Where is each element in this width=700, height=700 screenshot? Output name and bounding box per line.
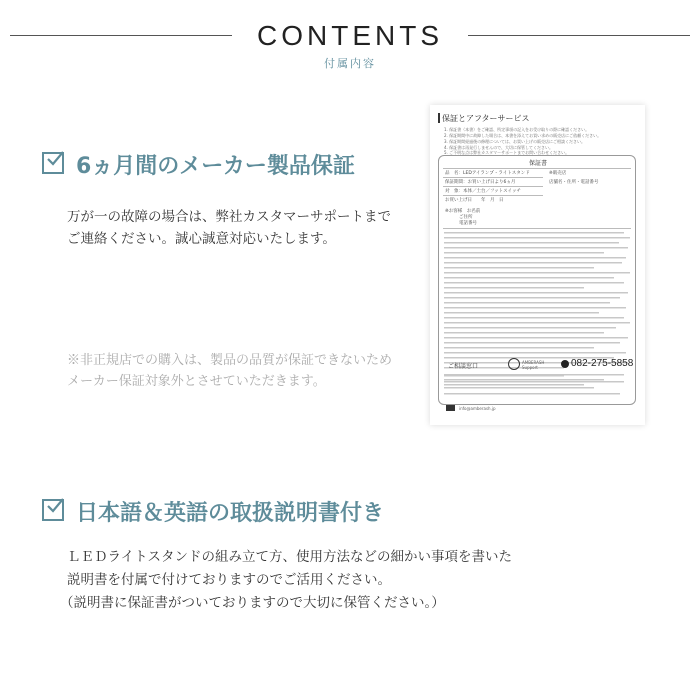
card-intro-line: 2. 保証期間中に故障した場合は、本書を添えてお買い求めの販売店にご依頼ください。 — [444, 133, 602, 138]
mail-icon — [446, 405, 455, 411]
cert-customer-field: ご住所 — [459, 215, 473, 220]
card-intro-line: 4. 保証書は再発行しませんので、大切に保管してください。 — [444, 145, 554, 150]
cert-customer-field: 電話番号 — [459, 221, 477, 226]
check-icon-manual — [42, 499, 64, 521]
certificate-title: 保証書 — [528, 160, 547, 167]
manual-heading: 日本語＆英語の取扱説明書付き — [76, 501, 385, 526]
card-title: 保証とアフターサービス — [442, 114, 530, 123]
cert-right-field: ※販売店 — [549, 171, 567, 176]
warranty-heading: 6ヵ月間のメーカー製品保証 — [76, 154, 355, 179]
card-title-bar — [438, 113, 440, 123]
phone-number: 082-275-5858 — [571, 358, 634, 369]
cert-field: 対 象：本体／土台／フットスイッチ — [445, 189, 521, 194]
warranty-note-line-1: ※非正規店での購入は、製品の品質が保証できないため — [67, 353, 393, 368]
support-logo-icon — [508, 358, 520, 370]
cert-customer-field: ※お客様 お名前 — [445, 209, 481, 214]
manual-text-line-2: 説明書を付属で付けておりますのでご活用ください。 — [67, 572, 391, 588]
phone-icon — [561, 360, 569, 368]
fine-print-block — [444, 232, 632, 397]
manual-text-line-1: ＬＥＤライトスタンドの組み立て方、使用方法などの細かい事項を書いた — [67, 549, 512, 565]
page-title: CONTENTS — [257, 20, 443, 51]
warranty-card — [430, 105, 645, 425]
contact-detail-lines — [444, 375, 634, 405]
cert-field: 品 名：LEDアイランプ・ライトスタンド — [445, 171, 530, 176]
card-intro-line: 3. 保証期間経過後の修理については、お買い上げの販売店にご相談ください。 — [444, 139, 586, 144]
card-intro-line: 1. 保証書（本書）をご確認、所定事項の記入をお受け取りの際に確認ください。 — [444, 127, 590, 132]
brand-name: AMBERASH Support — [522, 360, 545, 370]
check-icon-warranty — [42, 152, 64, 174]
manual-text-line-3: （説明書に保証書がついておりますので大切に保管ください。） — [60, 595, 445, 611]
contact-label: ご相談窓口 — [448, 363, 479, 370]
warranty-text-line-1: 万が一の故障の場合は、弊社カスタマーサポートまで — [67, 209, 391, 225]
page-subtitle: 付属内容 — [324, 57, 376, 70]
card-intro-line: 5. ご不明な点は弊社カスタマーサポートまでお問い合わせください。 — [444, 150, 570, 155]
support-email: info@amberash.jp — [459, 406, 496, 411]
cert-right-field: 店舗名・住所・電話番号 — [549, 180, 599, 185]
warranty-text-line-2: ご連絡ください。誠心誠意対応いたします。 — [67, 231, 336, 247]
cert-field: 保証期間：お買い上げ日より6ヵ月 — [445, 180, 516, 185]
warranty-note-line-2: メーカー保証対象外とさせていただきます。 — [67, 374, 326, 389]
cert-field: お買い上げ日 年 月 日 — [445, 198, 504, 203]
